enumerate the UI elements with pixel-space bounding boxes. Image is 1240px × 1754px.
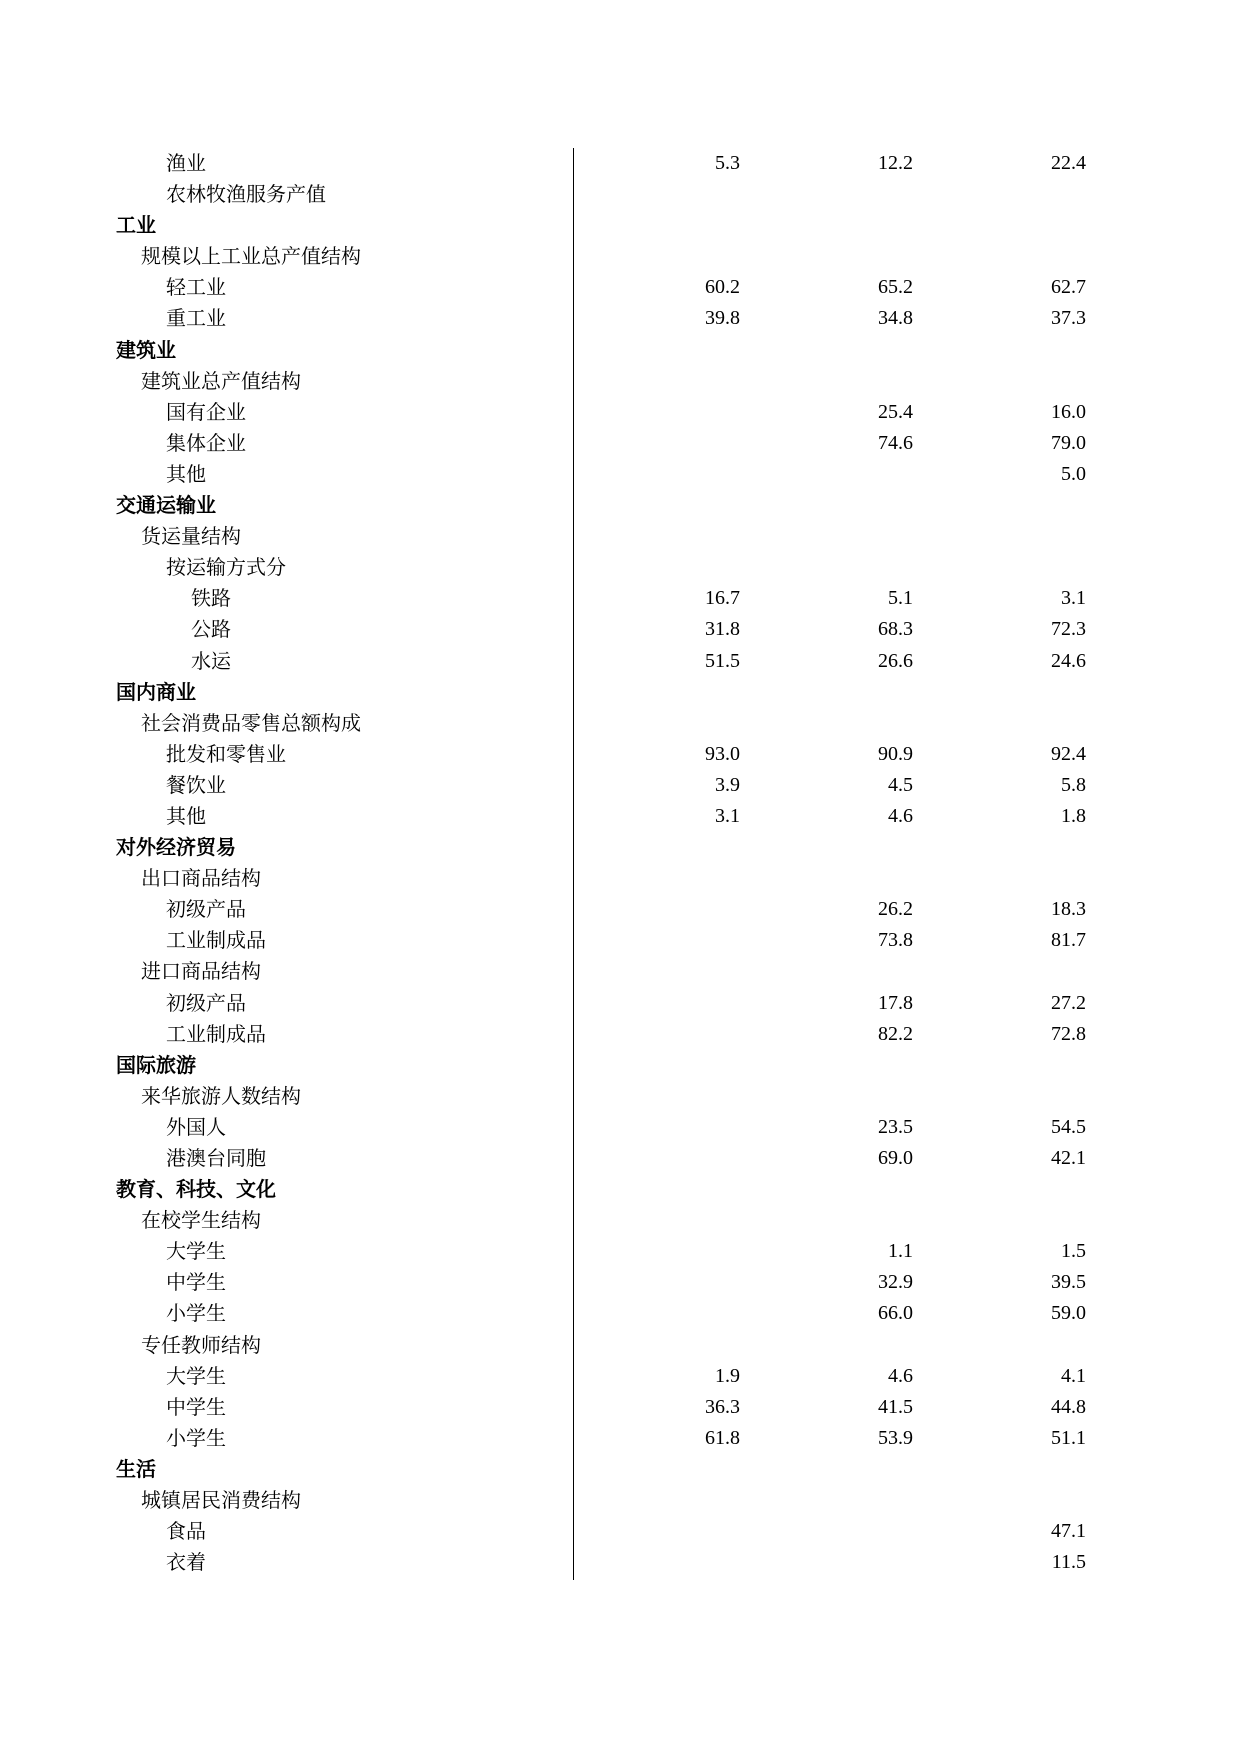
table-row: [0, 894, 1240, 925]
table-row: [0, 366, 1240, 397]
table-row: [0, 770, 1240, 801]
row-label: 出口商品结构: [141, 866, 261, 891]
section-heading: 对外经济贸易: [116, 835, 236, 860]
value-cell-col1: 1.9: [715, 1364, 740, 1387]
table-row: [0, 335, 1240, 366]
value-cell-col1: 93.0: [705, 742, 740, 765]
table-row: [0, 521, 1240, 552]
value-cell-col3: 59.0: [1051, 1302, 1086, 1325]
value-cell-col3: 51.1: [1051, 1426, 1086, 1449]
table-row: [0, 1547, 1240, 1578]
row-label: 专任教师结构: [141, 1332, 261, 1357]
section-heading: 交通运输业: [116, 493, 216, 518]
structure-table: [0, 148, 1240, 1578]
row-label: 小学生: [166, 1425, 226, 1450]
value-cell-col3: 4.1: [1061, 1364, 1086, 1387]
value-cell-col1: 60.2: [705, 276, 740, 299]
row-label: 铁路: [191, 586, 231, 611]
value-cell-col3: 42.1: [1051, 1147, 1086, 1169]
section-heading: 建筑业: [116, 337, 176, 362]
row-label: 批发和零售业: [166, 741, 286, 766]
value-cell-col1: 3.9: [715, 773, 740, 796]
row-label: 初级产品: [166, 897, 246, 922]
value-cell-col2: 4.6: [888, 1364, 913, 1387]
value-cell-col3: 3.1: [1061, 587, 1086, 610]
table-row: [0, 1454, 1240, 1485]
table-row: [0, 179, 1240, 210]
row-label: 社会消费品零售总额构成: [141, 710, 361, 735]
row-label: 按运输方式分: [166, 555, 286, 580]
table-row: [0, 739, 1240, 770]
row-label: 重工业: [166, 306, 226, 331]
row-label: 餐饮业: [166, 772, 226, 797]
value-cell-col2: 82.2: [878, 1022, 913, 1045]
row-label: 集体企业: [166, 430, 246, 455]
section-heading: 工业: [116, 213, 156, 238]
table-row: [0, 1050, 1240, 1081]
value-cell-col3: 5.8: [1061, 773, 1086, 796]
table-row: [0, 832, 1240, 863]
value-cell-col2: 90.9: [878, 742, 913, 765]
value-cell-col2: 66.0: [878, 1302, 913, 1325]
table-row: [0, 1267, 1240, 1298]
table-row: [0, 708, 1240, 739]
table-row: [0, 490, 1240, 521]
row-label: 衣着: [166, 1550, 206, 1575]
value-cell-col1: 16.7: [705, 587, 740, 610]
value-cell-col3: 72.8: [1051, 1022, 1086, 1045]
table-row: [0, 1423, 1240, 1454]
table-row: [0, 863, 1240, 894]
row-label: 大学生: [166, 1363, 226, 1388]
row-label: 其他: [166, 803, 206, 828]
row-label: 轻工业: [166, 275, 226, 300]
table-row: [0, 925, 1240, 956]
value-cell-col3: 92.4: [1051, 742, 1086, 765]
row-label: 工业制成品: [166, 928, 266, 953]
value-cell-col3: 72.3: [1051, 618, 1086, 641]
table-row: [0, 1143, 1240, 1174]
value-cell-col3: 62.7: [1051, 276, 1086, 299]
table-row: [0, 1485, 1240, 1516]
table-row: [0, 552, 1240, 583]
value-cell-col3: 44.8: [1051, 1395, 1086, 1418]
row-label: 渔业: [166, 151, 206, 175]
row-label: 国有企业: [166, 399, 246, 424]
value-cell-col3: 81.7: [1051, 929, 1086, 952]
value-cell-col2: 1.1: [888, 1240, 913, 1263]
value-cell-col2: 26.6: [878, 649, 913, 672]
table-row: [0, 1298, 1240, 1329]
table-row: [0, 614, 1240, 645]
value-cell-col1: 39.8: [705, 307, 740, 330]
value-cell-col1: 31.8: [705, 618, 740, 641]
value-cell-col3: 22.4: [1051, 152, 1086, 174]
value-cell-col2: 65.2: [878, 276, 913, 299]
table-row: [0, 1019, 1240, 1050]
table-row: [0, 210, 1240, 241]
table-row: [0, 272, 1240, 303]
row-label: 规模以上工业总产值结构: [141, 244, 361, 269]
value-cell-col3: 18.3: [1051, 898, 1086, 921]
row-label: 大学生: [166, 1239, 226, 1264]
value-cell-col1: 3.1: [715, 804, 740, 827]
value-cell-col3: 11.5: [1051, 1551, 1086, 1574]
row-label: 小学生: [166, 1301, 226, 1326]
section-heading: 教育、科技、文化: [116, 1177, 276, 1202]
value-cell-col2: 12.2: [878, 152, 913, 174]
value-cell-col2: 25.4: [878, 400, 913, 423]
value-cell-col2: 23.5: [878, 1115, 913, 1138]
row-label: 港澳台同胞: [166, 1146, 266, 1170]
value-cell-col2: 68.3: [878, 618, 913, 641]
value-cell-col2: 69.0: [878, 1147, 913, 1169]
table-row: [0, 1081, 1240, 1112]
value-cell-col1: 61.8: [705, 1426, 740, 1449]
table-row: [0, 583, 1240, 614]
section-heading: 国内商业: [116, 679, 196, 704]
value-cell-col2: 34.8: [878, 307, 913, 330]
table-row: [0, 459, 1240, 490]
value-cell-col2: 73.8: [878, 929, 913, 952]
table-row: [0, 1516, 1240, 1547]
value-cell-col1: 5.3: [715, 152, 740, 174]
value-cell-col3: 24.6: [1051, 649, 1086, 672]
value-cell-col2: 4.5: [888, 773, 913, 796]
value-cell-col2: 32.9: [878, 1271, 913, 1294]
value-cell-col1: 36.3: [705, 1395, 740, 1418]
row-label: 进口商品结构: [141, 959, 261, 984]
row-label: 在校学生结构: [141, 1208, 261, 1233]
table-row: [0, 956, 1240, 987]
value-cell-col2: 17.8: [878, 991, 913, 1014]
row-label: 其他: [166, 461, 206, 486]
table-row: [0, 1205, 1240, 1236]
value-cell-col2: 74.6: [878, 431, 913, 454]
value-cell-col3: 1.8: [1061, 804, 1086, 827]
row-label: 货运量结构: [141, 524, 241, 549]
value-cell-col2: 26.2: [878, 898, 913, 921]
table-row: [0, 1112, 1240, 1143]
value-cell-col3: 1.5: [1061, 1240, 1086, 1263]
value-cell-col2: 53.9: [878, 1426, 913, 1449]
value-cell-col3: 5.0: [1061, 462, 1086, 485]
row-label: 建筑业总产值结构: [141, 368, 301, 393]
table-row: [0, 1174, 1240, 1205]
table-row: [0, 1236, 1240, 1267]
row-label: 食品: [166, 1519, 206, 1544]
value-cell-col3: 16.0: [1051, 400, 1086, 423]
value-cell-col3: 54.5: [1051, 1115, 1086, 1138]
table-row: [0, 1361, 1240, 1392]
value-cell-col2: 5.1: [888, 587, 913, 610]
value-cell-col3: 79.0: [1051, 431, 1086, 454]
value-cell-col2: 4.6: [888, 804, 913, 827]
table-row: [0, 428, 1240, 459]
table-row: [0, 1330, 1240, 1361]
section-heading: 国际旅游: [116, 1052, 196, 1077]
table-row: [0, 148, 1240, 179]
value-cell-col3: 39.5: [1051, 1271, 1086, 1294]
table-row: [0, 988, 1240, 1019]
row-label: 来华旅游人数结构: [141, 1083, 301, 1108]
value-cell-col2: 41.5: [878, 1395, 913, 1418]
section-heading: 生活: [116, 1456, 156, 1481]
value-cell-col3: 37.3: [1051, 307, 1086, 330]
table-row: [0, 646, 1240, 677]
row-label: 外国人: [166, 1114, 226, 1139]
value-cell-col1: 51.5: [705, 649, 740, 672]
row-label: 城镇居民消费结构: [141, 1488, 301, 1513]
row-label: 公路: [191, 617, 231, 642]
row-label: 水运: [191, 648, 231, 673]
row-label: 农林牧渔服务产值: [166, 182, 326, 207]
row-label: 初级产品: [166, 990, 246, 1015]
table-row: [0, 241, 1240, 272]
row-label: 工业制成品: [166, 1021, 266, 1046]
table-row: [0, 801, 1240, 832]
table-row: [0, 397, 1240, 428]
table-row: [0, 1392, 1240, 1423]
value-cell-col3: 27.2: [1051, 991, 1086, 1014]
table-row: [0, 677, 1240, 708]
table-row: [0, 303, 1240, 334]
row-label: 中学生: [166, 1394, 226, 1419]
value-cell-col3: 47.1: [1051, 1520, 1086, 1543]
row-label: 中学生: [166, 1270, 226, 1295]
